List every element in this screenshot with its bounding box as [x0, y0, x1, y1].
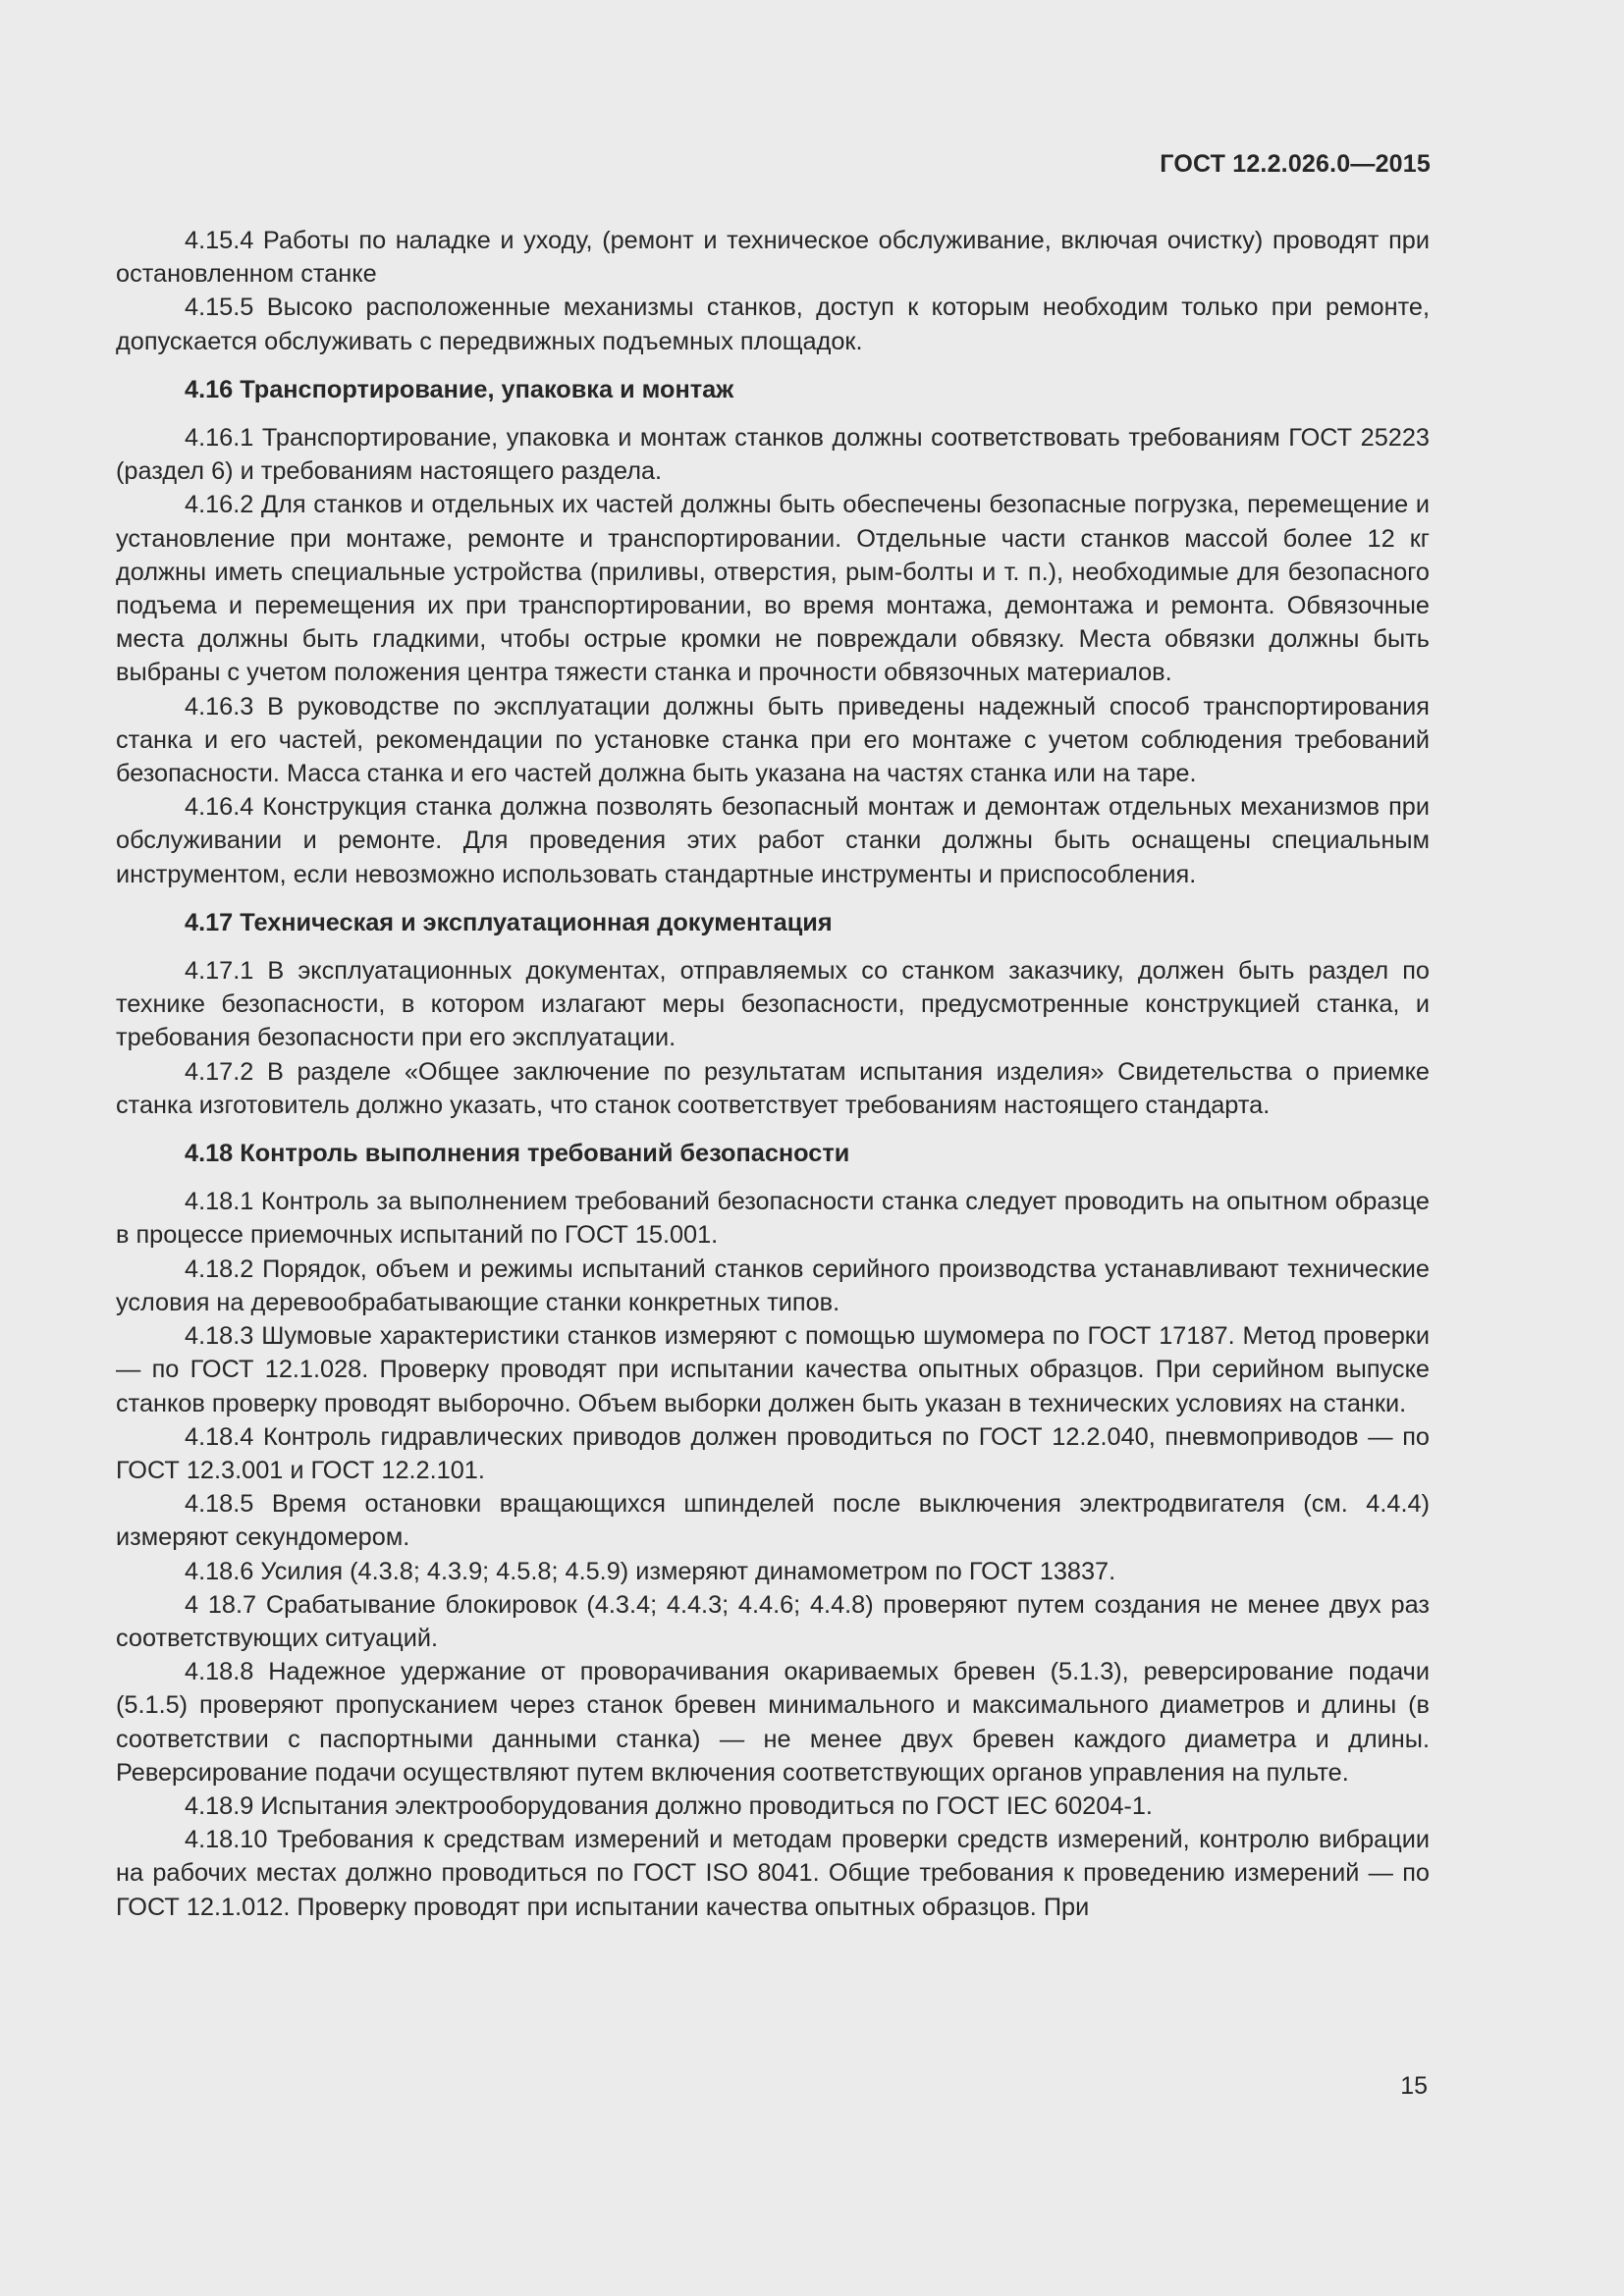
document-body [116, 224, 1430, 1924]
paragraph-4-18-8: 4.18.8 Надежное удержание от проворачивания окариваемых бревен (5.1.3), реверсирование подачи (5.1.5) проверяют пропусканием через станок бревен минимального и максимального диаметров и длины (в соответствии с паспортными данными станка) — не менее двух бревен каждого диаметра и длины. Реверсирование подачи осуществляют путем включения соответствующих органов управления на пульте. [116, 1658, 1430, 1787]
paragraph-4-16-2: 4.16.2 Для станков и отдельных их частей должны быть обеспечены безопасные погрузка, перемещение и установление при монтаже, ремонте и транспортировании. Отдельные части станков массой более 12 кг должны иметь специальные устройства (приливы, отверстия, рым-болты и т. п.), необходимые для безопасного подъема и перемещения их при транспортировании, во время монтажа, демонтажа и ремонта. Обвязочные места должны быть гладкими, чтобы острые кромки не повреждали обвязку. Места обвязки должны быть выбраны с учетом положения центра тяжести станка и прочности обвязочных материалов. [116, 491, 1430, 687]
paragraph-4-18-9: 4.18.9 Испытания электрооборудования должно проводиться по ГОСТ IEC 60204-1. [185, 1791, 1153, 1820]
paragraph-4-18-5: 4.18.5 Время остановки вращающихся шпинделей после выключения электродвигателя (см. 4.4.4) измеряют секундомером. [116, 1490, 1430, 1552]
paragraph-4-17-1: 4.17.1 В эксплуатационных документах, отправляемых со станком заказчику, должен быть раздел по технике безопасности, в котором излагают меры безопасности, предусмотренные конструкцией станка, и требования безопасности при его эксплуатации. [116, 957, 1430, 1052]
paragraph-4-18-2: 4.18.2 Порядок, объем и режимы испытаний станков серийного производства устанавливают технические условия на деревообрабатывающие станки конкретных типов. [116, 1255, 1430, 1316]
paragraph-4-18-3: 4.18.3 Шумовые характеристики станков измеряют с помощью шумомера по ГОСТ 17187. Метод проверки — по ГОСТ 12.1.028. Проверку проводят при испытании качества опытных образцов. При серийном выпуске станков проверку проводят выборочно. Объем выборки должен быть указан в технических условиях на станки. [116, 1322, 1430, 1417]
paragraph-4-18-6: 4.18.6 Усилия (4.3.8; 4.3.9; 4.5.8; 4.5.9) измеряют динамометром по ГОСТ 13837. [185, 1557, 1116, 1585]
paragraph-4-18-4: 4.18.4 Контроль гидравлических приводов должен проводиться по ГОСТ 12.2.040, пневмоприводов — по ГОСТ 12.3.001 и ГОСТ 12.2.101. [116, 1422, 1430, 1484]
paragraph-4-17-2: 4.17.2 В разделе «Общее заключение по результатам испытания изделия» Свидетельства о приемке станка изготовитель должно указать, что станок соответствует требованиям настоящего стандарта. [116, 1057, 1430, 1119]
paragraph-4-18-10: 4.18.10 Требования к средствам измерений и методам проверки средств измерений, контролю вибрации на рабочих местах должно проводиться по ГОСТ ISO 8041. Общие требования к проведению измерений — по ГОСТ 12.1.012. Проверку проводят при испытании качества опытных образцов. При [116, 1826, 1430, 1921]
section-heading-4-17: 4.17 Техническая и эксплуатационная документация [185, 908, 833, 936]
paragraph-4-16-3: 4.16.3 В руководстве по эксплуатации должны быть приведены надежный способ транспортирования станка и его частей, рекомендации по установке станка при его монтаже с учетом соблюдения требований безопасности. Масса станка и его частей должна быть указана на частях станка или на таре. [116, 692, 1430, 788]
paragraph-4-18-1: 4.18.1 Контроль за выполнением требований безопасности станка следует проводить на опытном образце в процессе приемочных испытаний по ГОСТ 15.001. [116, 1188, 1430, 1250]
page-number: 15 [1400, 2072, 1428, 2100]
section-heading-4-16: 4.16 Транспортирование, упаковка и монтаж [185, 375, 734, 403]
paragraph-4-16-4: 4.16.4 Конструкция станка должна позволять безопасный монтаж и демонтаж отдельных механизмов при обслуживании и ремонте. Для проведения этих работ станки должны быть оснащены специальным инструментом, если невозможно использовать стандартные инструменты и приспособления. [116, 793, 1430, 888]
paragraph-4-15-5: 4.15.5 Высоко расположенные механизмы станков, доступ к которым необходим только при ремонте, допускается обслуживать с передвижных подъемных площадок. [116, 294, 1430, 355]
paragraph-4-15-4: 4.15.4 Работы по наладке и уходу, (ремонт и техническое обслуживание, включая очистку) проводят при остановленном станке [116, 227, 1430, 289]
section-heading-4-18: 4.18 Контроль выполнения требований безопасности [185, 1140, 850, 1168]
paragraph-4-18-7: 4 18.7 Срабатывание блокировок (4.3.4; 4.4.3; 4.4.6; 4.4.8) проверяют путем создания не менее двух раз соответствующих ситуаций. [116, 1590, 1430, 1652]
paragraph-4-16-1: 4.16.1 Транспортирование, упаковка и монтаж станков должны соответствовать требованиям ГОСТ 25223 (раздел 6) и требованиям настоящего раздела. [116, 424, 1430, 486]
document-code-header: ГОСТ 12.2.026.0—2015 [1160, 150, 1431, 178]
